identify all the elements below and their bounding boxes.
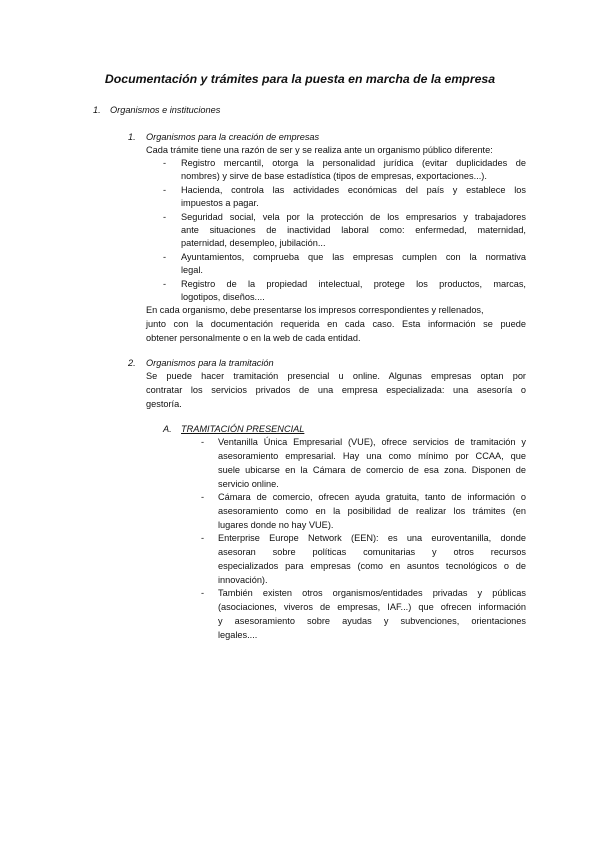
paragraph-line: obtener personalmente o en la web de cada entidad.	[146, 333, 361, 343]
bullet-line: especializados para empresas (como en asuntos tecnológicos o de	[218, 561, 526, 571]
bullet-line: logotipos, diseños....	[181, 292, 265, 302]
paragraph-line: Cada trámite tiene una razón de ser y se realiza ante un organismo público diferente:	[146, 145, 493, 155]
paragraph-line: Se puede hacer tramitación presencial u online. Algunas empresas optan por	[146, 371, 526, 381]
bullet-dash: -	[201, 437, 205, 447]
subsection-number: 2.	[128, 358, 136, 368]
paragraph-line: gestoría.	[146, 399, 182, 409]
document-title: Documentación y trámites para la puesta en marcha de la empresa	[104, 72, 496, 86]
bullet-line: Ventanilla Única Empresarial (VUE), ofrece servicios de tramitación y	[218, 437, 526, 447]
subsection-number: 1.	[128, 132, 136, 142]
bullet-dash: -	[163, 252, 167, 262]
bullet-line: legales....	[218, 630, 258, 640]
bullet-line: Seguridad social, vela por la protección de los empresarios y trabajadores	[181, 212, 526, 222]
bullet-line: asesoran sobre políticas comunitarias y otros recursos	[218, 547, 526, 557]
bullet-dash: -	[163, 185, 167, 195]
bullet-line: Registro mercantil, otorga la personalidad jurídica (evitar duplicidades de	[181, 158, 526, 168]
bullet-line: paternidad, desempleo, jubilación...	[181, 238, 326, 248]
bullet-dash: -	[163, 212, 167, 222]
subsection-heading: TRAMITACIÓN PRESENCIAL	[181, 424, 305, 434]
subsection-heading: Organismos para la creación de empresas	[146, 132, 320, 142]
bullet-dash: -	[163, 158, 167, 168]
bullet-line: innovación).	[218, 575, 268, 585]
bullet-line: ante situaciones de inactividad laboral como: enfermedad, maternidad,	[181, 225, 526, 235]
bullet-line: legal.	[181, 265, 203, 275]
bullet-line: Cámara de comercio, ofrecen ayuda gratuita, tanto de información o	[218, 492, 526, 502]
bullet-line: suele ubicarse en la Cámara de comercio de esa zona. Disponen de	[218, 465, 526, 475]
bullet-dash: -	[201, 588, 205, 598]
bullet-line: asesoramiento empresarial. Hay una como mínimo por CCAA, que	[218, 451, 526, 461]
bullet-line: servicio online.	[218, 479, 279, 489]
bullet-line: impuestos a pagar.	[181, 198, 259, 208]
section-heading: Organismos e instituciones	[110, 105, 221, 115]
subsection-heading: Organismos para la tramitación	[146, 358, 274, 368]
bullet-line: Enterprise Europe Network (EEN): es una euroventanilla, donde	[218, 533, 526, 543]
paragraph-line: En cada organismo, debe presentarse los impresos correspondientes y rellenados,	[146, 305, 484, 315]
bullet-line: También existen otros organismos/entidades privadas y públicas	[218, 588, 526, 598]
bullet-line: Registro de la propiedad intelectual, protege los productos, marcas,	[181, 279, 526, 289]
bullet-dash: -	[201, 492, 205, 502]
bullet-line: nombres) y sirve de base estadística (tipos de empresas, exportaciones...).	[181, 171, 487, 181]
bullet-line: (asociaciones, viveros de empresas, IAF...) que ofrecen información	[218, 602, 526, 612]
bullet-dash: -	[163, 279, 167, 289]
bullet-dash: -	[201, 533, 205, 543]
bullet-line: Hacienda, controla las actividades económicas del país y establece los	[181, 185, 526, 195]
subsection-letter: A.	[163, 424, 172, 434]
bullet-line: lugares donde no hay VUE).	[218, 520, 334, 530]
section-number: 1.	[93, 105, 101, 115]
paragraph-line: contratar los servicios privados de una empresa especializada: una asesoría o	[146, 385, 526, 395]
paragraph-line: junto con la documentación requerida en cada caso. Esta información se puede	[146, 319, 526, 329]
bullet-line: y asesoramiento sobre ayudas y subvenciones, orientaciones	[218, 616, 526, 626]
bullet-line: asesoramiento como en la posibilidad de realizar los trámites (en	[218, 506, 526, 516]
bullet-line: Ayuntamientos, comprueba que las empresas cumplen con la normativa	[181, 252, 526, 262]
